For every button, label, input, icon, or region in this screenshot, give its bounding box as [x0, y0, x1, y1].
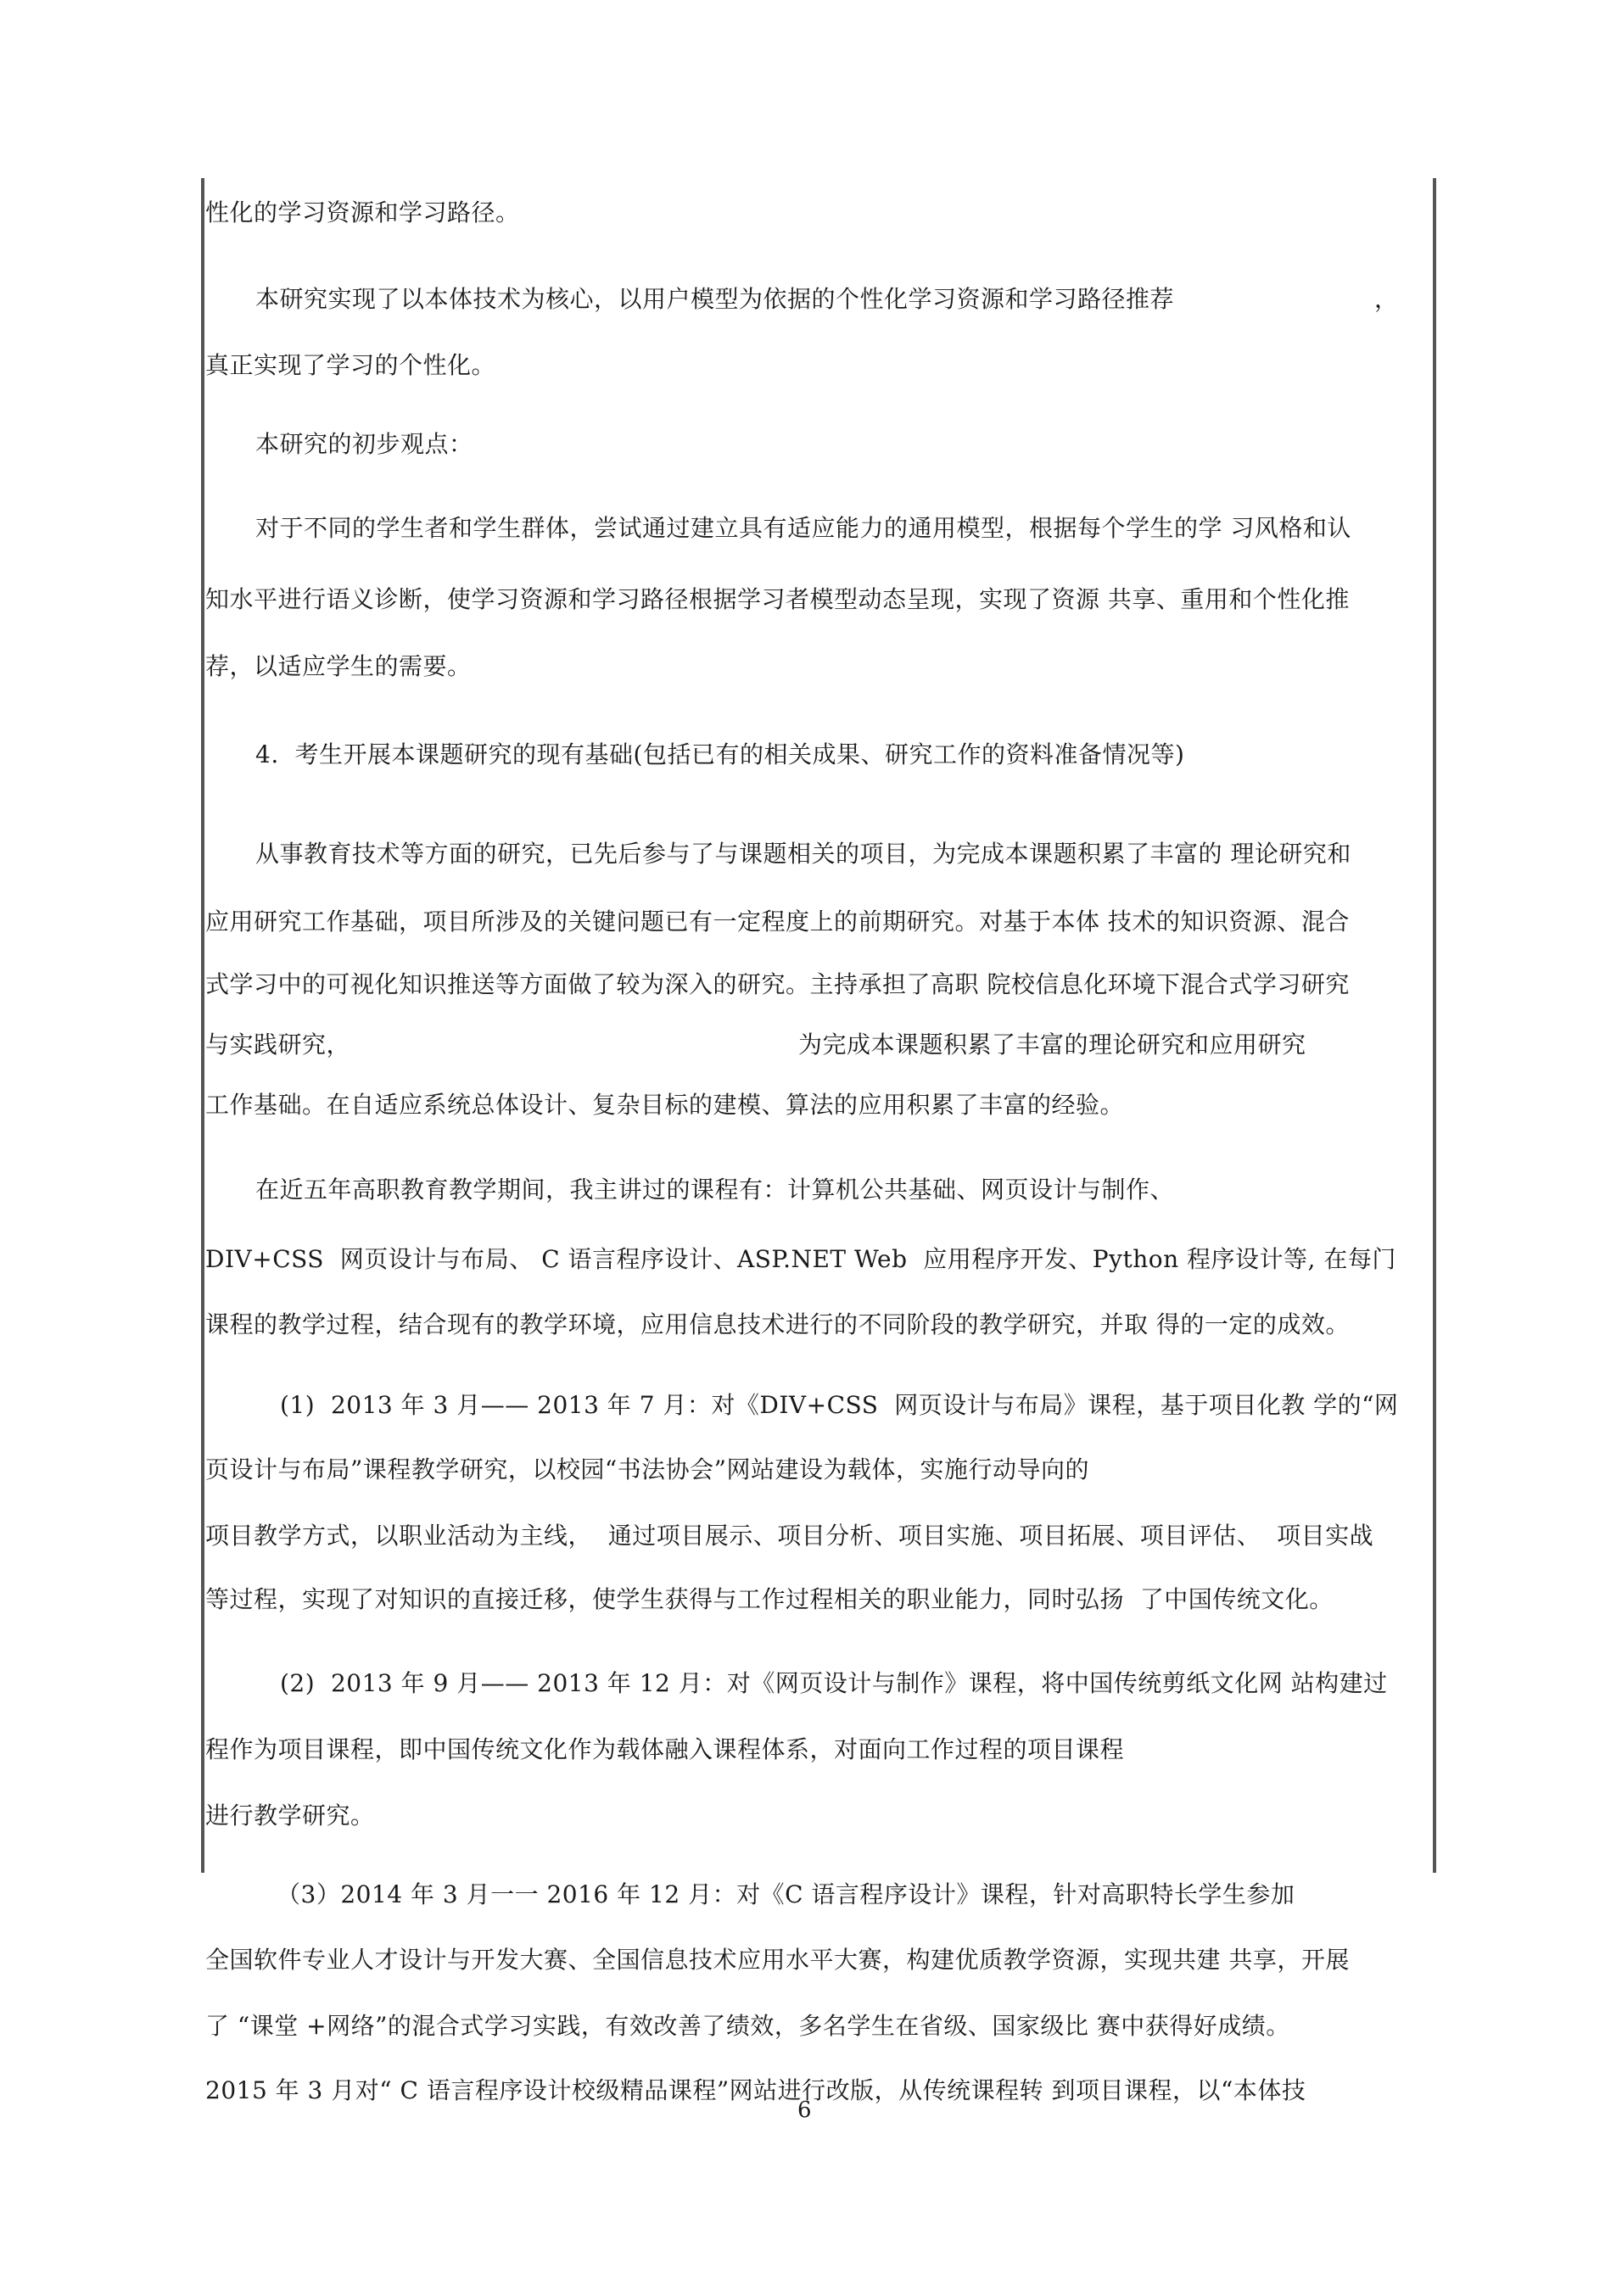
text-line: 从事教育技术等方面的研究，已先后参与了与课题相关的项目，为完成本课题积累了丰富的 理论研究和 [255, 840, 1351, 868]
text-line: (1) 2013 年 3 月—— 2013 年 7 月：对《DIV+CSS 网页设计与布局》课程，基于项目化教 学的“网 [280, 1391, 1399, 1419]
text-line: 真正实现了学习的个性化。 [205, 351, 496, 379]
text-line: ， [1374, 285, 1399, 313]
text-line: 2015 年 3 月对“ C 语言程序设计校级精品课程”网站进行改版，从传统课程转 到项目课程，以“本体技 [205, 2076, 1306, 2104]
text-line: 本研究的初步观点： [255, 430, 473, 458]
text-line: 性化的学习资源和学习路径。 [205, 198, 520, 226]
text-line: 等过程，实现了对知识的直接迁移，使学生获得与工作过程相关的职业能力，同时弘扬 了中国传统文化。 [205, 1585, 1334, 1613]
page-number: 6 [797, 2098, 812, 2123]
text-line: 页设计与布局”课程教学研究，以校园“书法协会”网站建设为载体，实施行动导向的 [205, 1455, 1089, 1483]
text-line: 项目教学方式，以职业活动为主线， 通过项目展示、项目分析、项目实施、项目拓展、项目评估、 项目实战 [205, 1522, 1374, 1550]
text-line: 对于不同的学生者和学生群体，尝试通过建立具有适应能力的通用模型，根据每个学生的学 习风格和认 [255, 514, 1351, 542]
text-line: 式学习中的可视化知识推送等方面做了较为深入的研究。主持承担了高职 院校信息化环境下混合式学习研究 [205, 970, 1350, 998]
text-line: 在近五年高职教育教学期间，我主讲过的课程有：计算机公共基础、网页设计与制作、 [255, 1176, 1175, 1204]
text-line: 应用研究工作基础，项目所涉及的关键问题已有一定程度上的前期研究。对基于本体 技术的知识资源、混合 [205, 908, 1350, 936]
table-right-border [1433, 178, 1436, 1873]
text-line: 与实践研究， [205, 1031, 351, 1059]
text-line: 本研究实现了以本体技术为核心，以用户模型为依据的个性化学习资源和学习路径推荐 [255, 285, 1175, 313]
text-line: 知水平进行语义诊断，使学习资源和学习路径根据学习者模型动态呈现，实现了资源 共享、重用和个性化推 [205, 585, 1350, 613]
text-line: 为完成本课题积累了丰富的理论研究和应用研究 [798, 1031, 1306, 1059]
section-heading: 4. 考生开展本课题研究的现有基础(包括已有的相关成果、研究工作的资料准备情况等) [255, 740, 1185, 768]
text-line: （3）2014 年 3 月一一 2016 年 12 月：对《C 语言程序设计》课程，针对高职特长学生参加 [277, 1880, 1295, 1908]
text-line: 工作基础。在自适应系统总体设计、复杂目标的建模、算法的应用积累了丰富的经验。 [205, 1091, 1125, 1119]
text-line: 程作为项目课程，即中国传统文化作为载体融入课程体系，对面向工作过程的项目课程 [205, 1735, 1125, 1763]
table-left-border [201, 178, 204, 1873]
text-line: 全国软件专业人才设计与开发大赛、全国信息技术应用水平大赛，构建优质教学资源，实现共建 共享，开展 [205, 1946, 1350, 1974]
text-line: (2) 2013 年 9 月—— 2013 年 12 月：对《网页设计与制作》课程，将中国传统剪纸文化网 站构建过 [280, 1669, 1388, 1697]
text-line: 荐，以适应学生的需要。 [205, 652, 472, 680]
text-line: 进行教学研究。 [205, 1802, 375, 1830]
text-line: DIV+CSS 网页设计与布局、 C 语言程序设计、ASP.NET Web 应用程序开发、Python 程序设计等, 在每门 [205, 1245, 1396, 1273]
text-line: 了 “课堂 +网络”的混合式学习实践，有效改善了绩效，多名学生在省级、国家级比 赛中获得好成绩。 [205, 2012, 1290, 2040]
text-line: 课程的教学过程，结合现有的教学环境，应用信息技术进行的不同阶段的教学研究，并取 得的一定的成效。 [205, 1310, 1350, 1338]
